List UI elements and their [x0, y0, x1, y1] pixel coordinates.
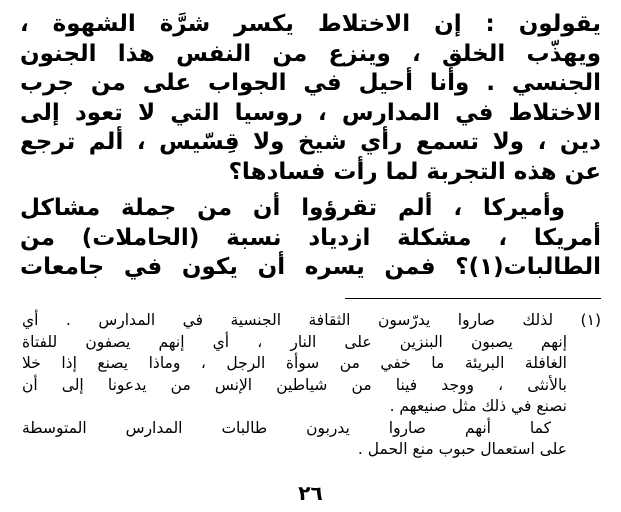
footnote-line: كما أنهم صاروا يدربون طالبات المدارس المتوسطة — [22, 418, 551, 437]
body-line: الاختلاط في المدارس ، روسيا التي لا تعود إلى — [20, 99, 601, 126]
footnote-line: على استعمال حبوب منع الحمل . — [357, 440, 567, 458]
footnotes — [22, 310, 601, 461]
body-line: دين ، ولا تسمع رأي شيخ ولا قِسّيس ، ألم ترجع — [20, 129, 601, 155]
footnote-line: (١) لذلك صاروا يدرّسون الثقافة الجنسية في المدارس . أي — [22, 311, 601, 329]
body-line: ويهذّب الخلق ، وينزع من النفس هذا الجنون — [20, 40, 601, 67]
body-line: وأميركا ، ألم تقرؤوا أن من جملة مشاكل — [20, 195, 565, 221]
footnote-line: الغافلة البريئة ما خفي من سوأة الرجل ، وماذا يصنع إذا خلا — [22, 354, 567, 372]
body-line: أمريكا ، مشكلة ازدياد نسبة (الحاملات) من — [20, 224, 601, 251]
paragraph-gap — [20, 187, 601, 194]
body-line: يقولون : إن الاختلاط يكسر شرَّة الشهوة ، — [20, 11, 601, 37]
body-line: الجنسي . وأنا أحيل في الجواب على من جرب — [20, 70, 601, 96]
footnote-line: نصنع في ذلك مثل صنيعهم . — [389, 397, 567, 415]
footnote-separator — [345, 298, 601, 299]
body-line: عن هذه التجربة لما رأت فسادها؟ — [228, 158, 601, 185]
body-line: الطالبات(١)؟ فمن يسره أن يكون في جامعات — [20, 254, 601, 280]
main-text — [20, 10, 601, 283]
page-number: ٢٦ — [298, 481, 323, 505]
footnote-line: إنهم يصبون البنزين على النار ، أي إنهم يصفون للفتاة — [22, 332, 567, 351]
footnote-line: بالأنثى ، ووجد فينا من شياطين الإنس من يدعونا إلى أن — [22, 375, 567, 394]
